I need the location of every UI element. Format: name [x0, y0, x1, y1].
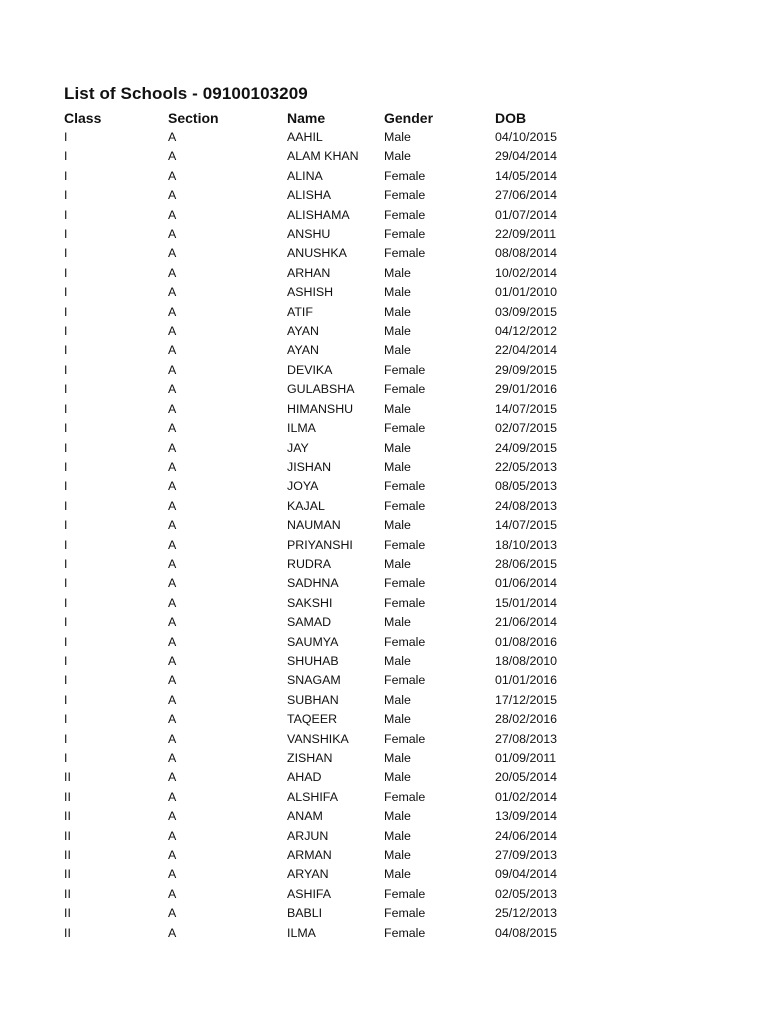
- section-cell: A: [168, 576, 177, 591]
- section-cell: A: [168, 751, 177, 765]
- table-row: [64, 691, 605, 710]
- dob-cell: 15/01/2014: [495, 595, 558, 610]
- class-cell: II: [64, 770, 71, 785]
- name-cell: ASHISH: [287, 285, 334, 300]
- name-cell: KAJAL: [287, 498, 325, 513]
- dob-cell: 20/05/2014: [495, 770, 558, 785]
- section-cell: A: [168, 634, 177, 649]
- section-cell: A: [168, 382, 177, 397]
- section-cell: A: [168, 227, 177, 242]
- table-row: [64, 788, 605, 807]
- gender-cell: Female: [384, 789, 426, 804]
- dob-cell: 09/04/2014: [495, 867, 558, 882]
- name-cell: ARYAN: [287, 867, 329, 882]
- table-row: [64, 516, 605, 535]
- class-cell: I: [64, 634, 68, 649]
- name-cell: DEVIKA: [287, 362, 333, 377]
- gender-cell: Male: [384, 304, 411, 319]
- dob-cell: 01/01/2010: [495, 285, 558, 300]
- student-table: [64, 108, 605, 943]
- section-cell: A: [168, 673, 177, 688]
- dob-cell: 04/08/2015: [495, 925, 558, 940]
- page-title: List of Schools - 09100103209: [64, 84, 308, 103]
- section-cell: A: [168, 421, 177, 436]
- table-row: [64, 807, 605, 826]
- class-cell: I: [64, 382, 68, 397]
- gender-cell: Male: [384, 615, 411, 630]
- gender-cell: Female: [384, 906, 426, 921]
- gender-cell: Female: [384, 362, 426, 377]
- gender-cell: Female: [384, 498, 426, 513]
- name-cell: ZISHAN: [287, 751, 333, 765]
- dob-cell: 24/08/2013: [495, 498, 558, 513]
- section-cell: A: [168, 595, 177, 610]
- section-cell: A: [168, 518, 177, 533]
- name-cell: RUDRA: [287, 556, 332, 571]
- section-cell: A: [168, 498, 177, 513]
- dob-cell: 29/04/2014: [495, 149, 558, 164]
- class-cell: I: [64, 324, 68, 339]
- dob-cell: 13/09/2014: [495, 809, 558, 824]
- class-cell: I: [64, 149, 68, 164]
- section-cell: A: [168, 789, 177, 804]
- name-cell: ALAM KHAN: [287, 149, 359, 164]
- dob-cell: 22/05/2013: [495, 459, 558, 474]
- dob-cell: 22/09/2011: [495, 227, 557, 242]
- class-cell: I: [64, 518, 68, 533]
- class-cell: II: [64, 828, 71, 843]
- dob-cell: 01/07/2014: [495, 207, 558, 222]
- dob-cell: 14/07/2015: [495, 401, 558, 416]
- table-row: [64, 322, 605, 341]
- dob-cell: 08/05/2013: [495, 479, 558, 494]
- table-row: [64, 244, 605, 263]
- dob-cell: 08/08/2014: [495, 246, 558, 261]
- gender-cell: Male: [384, 712, 411, 727]
- gender-cell: Male: [384, 401, 411, 416]
- table-row: [64, 749, 605, 768]
- gender-cell: Male: [384, 459, 411, 474]
- gender-cell: Female: [384, 168, 426, 183]
- class-cell: I: [64, 576, 68, 591]
- section-cell: A: [168, 285, 177, 300]
- dob-cell: 02/05/2013: [495, 886, 558, 901]
- class-cell: II: [64, 925, 71, 940]
- table-row: [64, 594, 605, 613]
- name-cell: SAUMYA: [287, 634, 339, 649]
- gender-cell: Male: [384, 770, 411, 785]
- table-row: [64, 303, 605, 322]
- table-row: [64, 536, 605, 555]
- dob-cell: 18/10/2013: [495, 537, 558, 552]
- table-header-row: [64, 108, 605, 128]
- section-cell: A: [168, 246, 177, 261]
- gender-cell: Male: [384, 343, 411, 358]
- dob-cell: 01/06/2014: [495, 576, 558, 591]
- table-row: [64, 419, 605, 438]
- gender-cell: Female: [384, 537, 426, 552]
- gender-cell: Male: [384, 130, 411, 144]
- dob-cell: 29/01/2016: [495, 382, 558, 397]
- class-cell: I: [64, 595, 68, 610]
- gender-cell: Female: [384, 227, 426, 242]
- name-cell: VANSHIKA: [287, 731, 349, 746]
- class-cell: I: [64, 537, 68, 552]
- class-cell: I: [64, 207, 68, 222]
- dob-cell: 03/09/2015: [495, 304, 558, 319]
- section-cell: A: [168, 459, 177, 474]
- section-cell: A: [168, 130, 177, 144]
- class-cell: I: [64, 421, 68, 436]
- table-row: [64, 652, 605, 671]
- section-cell: A: [168, 692, 177, 707]
- section-cell: A: [168, 149, 177, 164]
- gender-cell: Male: [384, 809, 411, 824]
- table-row: [64, 264, 605, 283]
- name-cell: ALISHAMA: [287, 207, 350, 222]
- dob-cell: 14/07/2015: [495, 518, 558, 533]
- gender-cell: Male: [384, 149, 411, 164]
- name-cell: JAY: [287, 440, 309, 455]
- gender-cell: Female: [384, 576, 426, 591]
- table-row: [64, 846, 605, 865]
- dob-cell: 04/12/2012: [495, 324, 558, 339]
- section-cell: A: [168, 556, 177, 571]
- name-cell: AHAD: [287, 770, 322, 785]
- dob-cell: 28/02/2016: [495, 712, 558, 727]
- table-body: [64, 128, 605, 943]
- gender-cell: Female: [384, 925, 426, 940]
- class-cell: I: [64, 227, 68, 242]
- table-row: [64, 730, 605, 749]
- name-cell: ILMA: [287, 925, 316, 940]
- name-cell: SNAGAM: [287, 673, 341, 688]
- dob-cell: 18/08/2010: [495, 653, 558, 668]
- gender-cell: Female: [384, 207, 426, 222]
- name-cell: ARJUN: [287, 828, 329, 843]
- gender-cell: Male: [384, 324, 411, 339]
- name-cell: BABLI: [287, 906, 323, 921]
- name-cell: SADHNA: [287, 576, 339, 591]
- name-cell: ALSHIFA: [287, 789, 338, 804]
- gender-cell: Male: [384, 440, 411, 455]
- class-cell: I: [64, 712, 68, 727]
- section-cell: A: [168, 770, 177, 785]
- column-header-class: Class: [64, 110, 102, 126]
- table-row: [64, 555, 605, 574]
- name-cell: SAKSHI: [287, 595, 333, 610]
- dob-cell: 01/08/2016: [495, 634, 558, 649]
- gender-cell: Female: [384, 382, 426, 397]
- dob-cell: 24/09/2015: [495, 440, 558, 455]
- class-cell: II: [64, 848, 71, 863]
- class-cell: I: [64, 440, 68, 455]
- name-cell: ARHAN: [287, 265, 331, 280]
- column-header-section: Section: [168, 110, 219, 126]
- table-row: [64, 574, 605, 593]
- name-cell: AYAN: [287, 343, 319, 358]
- table-row: [64, 147, 605, 166]
- gender-cell: Male: [384, 285, 411, 300]
- section-cell: A: [168, 731, 177, 746]
- name-cell: ANSHU: [287, 227, 331, 242]
- name-cell: GULABSHA: [287, 382, 355, 397]
- gender-cell: Female: [384, 886, 426, 901]
- dob-cell: 01/01/2016: [495, 673, 558, 688]
- table-row: [64, 380, 605, 399]
- gender-cell: Male: [384, 848, 411, 863]
- section-cell: A: [168, 440, 177, 455]
- name-cell: JISHAN: [287, 459, 332, 474]
- column-header-gender: Gender: [384, 110, 434, 126]
- name-cell: ANAM: [287, 809, 323, 824]
- section-cell: A: [168, 615, 177, 630]
- table-row: [64, 439, 605, 458]
- section-cell: A: [168, 653, 177, 668]
- table-row: [64, 458, 605, 477]
- gender-cell: Female: [384, 595, 426, 610]
- name-cell: ALISHA: [287, 188, 332, 203]
- class-cell: I: [64, 343, 68, 358]
- class-cell: I: [64, 556, 68, 571]
- name-cell: ALINA: [287, 168, 323, 183]
- dob-cell: 14/05/2014: [495, 168, 558, 183]
- name-cell: ATIF: [287, 304, 313, 319]
- gender-cell: Male: [384, 653, 411, 668]
- section-cell: A: [168, 809, 177, 824]
- table-row: [64, 361, 605, 380]
- table-row: [64, 671, 605, 690]
- gender-cell: Male: [384, 265, 411, 280]
- name-cell: SAMAD: [287, 615, 332, 630]
- column-header-name: Name: [287, 110, 326, 126]
- class-cell: I: [64, 304, 68, 319]
- section-cell: A: [168, 848, 177, 863]
- class-cell: I: [64, 168, 68, 183]
- gender-cell: Female: [384, 673, 426, 688]
- table-row: [64, 710, 605, 729]
- class-cell: I: [64, 692, 68, 707]
- section-cell: A: [168, 925, 177, 940]
- dob-cell: 22/04/2014: [495, 343, 558, 358]
- class-cell: II: [64, 809, 71, 824]
- class-cell: I: [64, 246, 68, 261]
- dob-cell: 01/09/2011: [495, 751, 557, 765]
- gender-cell: Female: [384, 188, 426, 203]
- name-cell: JOYA: [287, 479, 319, 494]
- name-cell: TAQEER: [287, 712, 338, 727]
- gender-cell: Male: [384, 692, 411, 707]
- gender-cell: Female: [384, 246, 426, 261]
- section-cell: A: [168, 362, 177, 377]
- table-row: [64, 633, 605, 652]
- dob-cell: 17/12/2015: [495, 692, 558, 707]
- gender-cell: Male: [384, 828, 411, 843]
- class-cell: I: [64, 479, 68, 494]
- section-cell: A: [168, 265, 177, 280]
- name-cell: NAUMAN: [287, 518, 341, 533]
- class-cell: I: [64, 188, 68, 203]
- class-cell: I: [64, 673, 68, 688]
- table-row: [64, 477, 605, 496]
- class-cell: II: [64, 789, 71, 804]
- table-row: [64, 904, 605, 923]
- table-row: [64, 128, 605, 147]
- table-row: [64, 885, 605, 904]
- class-cell: I: [64, 731, 68, 746]
- table-row: [64, 400, 605, 419]
- table-row: [64, 283, 605, 302]
- table-row: [64, 206, 605, 225]
- section-cell: A: [168, 537, 177, 552]
- gender-cell: Male: [384, 518, 411, 533]
- column-header-dob: DOB: [495, 110, 527, 126]
- gender-cell: Male: [384, 751, 411, 765]
- section-cell: A: [168, 867, 177, 882]
- dob-cell: 27/06/2014: [495, 188, 558, 203]
- section-cell: A: [168, 479, 177, 494]
- table-row: [64, 186, 605, 205]
- class-cell: II: [64, 867, 71, 882]
- section-cell: A: [168, 168, 177, 183]
- table-row: [64, 497, 605, 516]
- section-cell: A: [168, 324, 177, 339]
- name-cell: ANUSHKA: [287, 246, 347, 261]
- section-cell: A: [168, 207, 177, 222]
- gender-cell: Female: [384, 421, 426, 436]
- dob-cell: 27/08/2013: [495, 731, 558, 746]
- name-cell: ARMAN: [287, 848, 332, 863]
- table-row: [64, 924, 605, 943]
- name-cell: ILMA: [287, 421, 316, 436]
- class-cell: I: [64, 362, 68, 377]
- class-cell: I: [64, 653, 68, 668]
- class-cell: I: [64, 459, 68, 474]
- gender-cell: Female: [384, 731, 426, 746]
- class-cell: I: [64, 401, 68, 416]
- name-cell: PRIYANSHI: [287, 537, 353, 552]
- section-cell: A: [168, 886, 177, 901]
- class-cell: I: [64, 265, 68, 280]
- name-cell: ASHIFA: [287, 886, 332, 901]
- name-cell: HIMANSHU: [287, 401, 354, 416]
- class-cell: I: [64, 130, 68, 144]
- section-cell: A: [168, 906, 177, 921]
- section-cell: A: [168, 712, 177, 727]
- class-cell: II: [64, 906, 71, 921]
- table-row: [64, 827, 605, 846]
- gender-cell: Female: [384, 479, 426, 494]
- section-cell: A: [168, 401, 177, 416]
- table-row: [64, 341, 605, 360]
- name-cell: AAHIL: [287, 130, 323, 144]
- dob-cell: 24/06/2014: [495, 828, 558, 843]
- dob-cell: 02/07/2015: [495, 421, 558, 436]
- name-cell: SUBHAN: [287, 692, 339, 707]
- table-row: [64, 865, 605, 884]
- dob-cell: 04/10/2015: [495, 130, 558, 144]
- section-cell: A: [168, 828, 177, 843]
- table-row: [64, 613, 605, 632]
- dob-cell: 01/02/2014: [495, 789, 558, 804]
- dob-cell: 25/12/2013: [495, 906, 558, 921]
- dob-cell: 27/09/2013: [495, 848, 558, 863]
- table-row: [64, 768, 605, 787]
- class-cell: II: [64, 886, 71, 901]
- name-cell: SHUHAB: [287, 653, 339, 668]
- dob-cell: 10/02/2014: [495, 265, 558, 280]
- dob-cell: 29/09/2015: [495, 362, 558, 377]
- dob-cell: 21/06/2014: [495, 615, 558, 630]
- section-cell: A: [168, 304, 177, 319]
- section-cell: A: [168, 188, 177, 203]
- gender-cell: Male: [384, 867, 411, 882]
- class-cell: I: [64, 285, 68, 300]
- section-cell: A: [168, 343, 177, 358]
- gender-cell: Female: [384, 634, 426, 649]
- dob-cell: 28/06/2015: [495, 556, 558, 571]
- table-row: [64, 167, 605, 186]
- name-cell: AYAN: [287, 324, 319, 339]
- class-cell: I: [64, 498, 68, 513]
- class-cell: I: [64, 751, 68, 765]
- gender-cell: Male: [384, 556, 411, 571]
- table-row: [64, 225, 605, 244]
- class-cell: I: [64, 615, 68, 630]
